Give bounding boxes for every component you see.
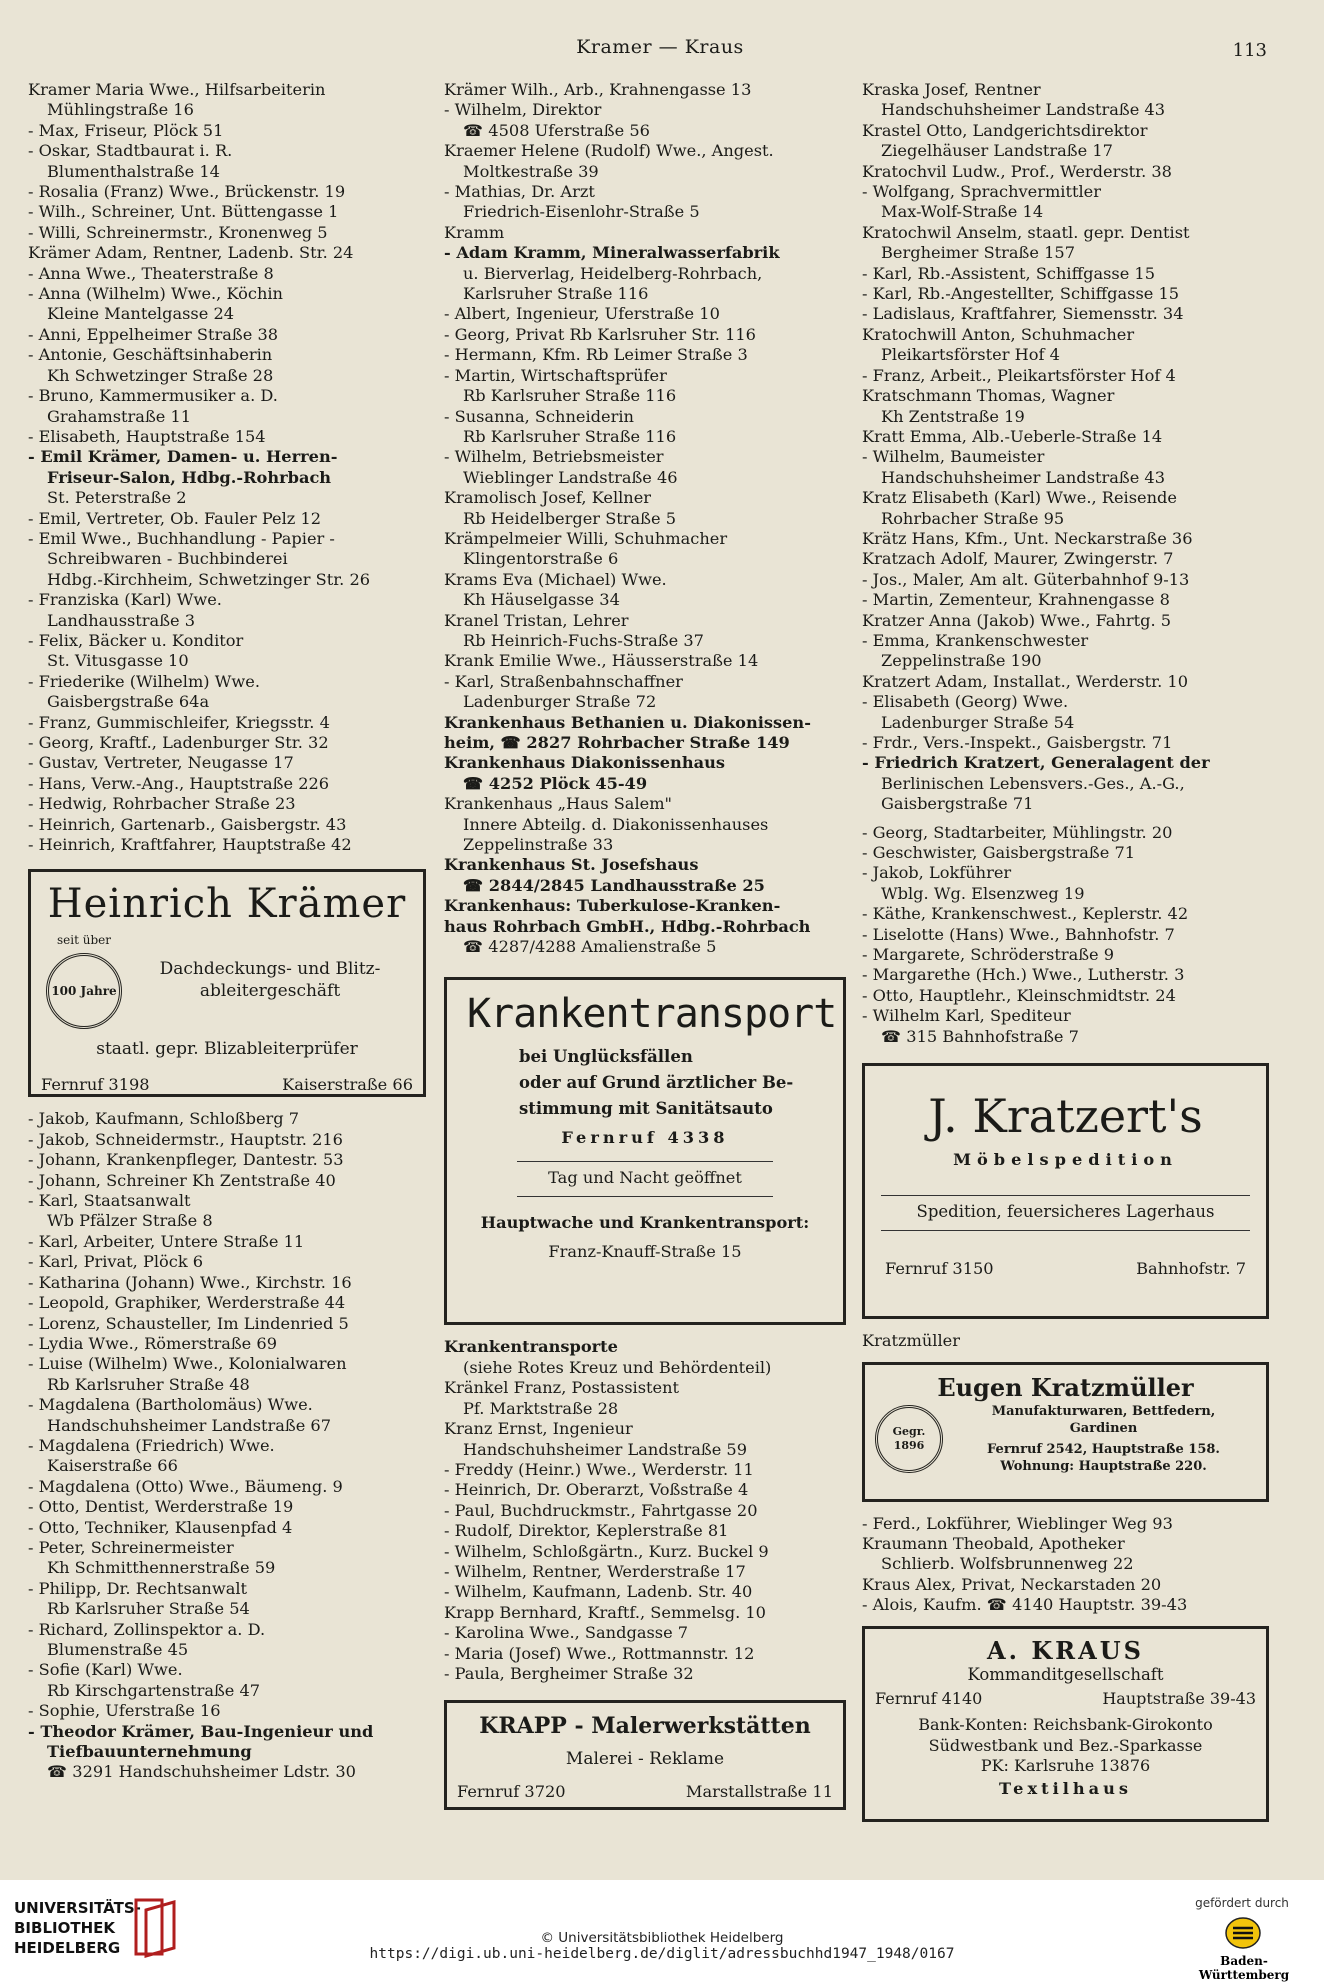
directory-entry: Krätz Hans, Kfm., Unt. Neckarstraße 36 <box>862 528 1193 548</box>
ad-title: KRAPP - Malerwerkstätten <box>479 1713 811 1740</box>
library-line-1: UNIVERSITÄTS- <box>14 1899 141 1917</box>
directory-entry: Rb Karlsruher Straße 48 <box>47 1374 250 1394</box>
directory-entry: - Albert, Ingenieur, Uferstraße 10 <box>444 304 720 324</box>
directory-entry: - Wilhelm, Schloßgärtn., Kurz. Buckel 9 <box>444 1541 769 1561</box>
directory-entry: - Anna (Wilhelm) Wwe., Köchin <box>28 284 283 304</box>
directory-entry: ☎ 3291 Handschuhsheimer Ldstr. 30 <box>47 1762 356 1782</box>
directory-entry: - Frdr., Vers.-Inspekt., Gaisbergstr. 71 <box>862 733 1173 752</box>
ad-a-kraus <box>862 1626 1269 1822</box>
directory-entry: - Freddy (Heinr.) Wwe., Werderstr. 11 <box>444 1459 754 1479</box>
directory-entry: - Martin, Zementeur, Krahnengasse 8 <box>862 590 1170 610</box>
directory-entry: Handschuhsheimer Landstraße 43 <box>881 467 1166 487</box>
directory-entry: - Georg, Stadtarbeiter, Mühlingstr. 20 <box>862 822 1173 842</box>
directory-entry: - Lorenz, Schausteller, Im Lindenried 5 <box>28 1313 349 1333</box>
directory-entry: Blumenthalstraße 14 <box>47 161 220 181</box>
directory-entry: Krämer Wilh., Arb., Krahnengasse 13 <box>444 80 752 99</box>
directory-entry: Krankentransporte <box>444 1337 618 1357</box>
state-coat-of-arms-icon <box>1224 1914 1262 1952</box>
directory-entry: - Peter, Schreinermeister <box>28 1537 234 1557</box>
directory-entry: - Liselotte (Hans) Wwe., Bahnhofstr. 7 <box>862 924 1175 944</box>
funding-label: gefördert durch <box>1195 1896 1289 1910</box>
directory-entry: - Mathias, Dr. Arzt <box>444 182 595 202</box>
directory-entry: - Emil, Vertreter, Ob. Fauler Pelz 12 <box>28 508 322 528</box>
directory-entry: - Hermann, Kfm. Rb Leimer Straße 3 <box>444 345 748 365</box>
directory-entry: Kleine Mantelgasse 24 <box>47 304 235 324</box>
directory-entry: Kaiserstraße 66 <box>47 1456 178 1476</box>
directory-entry: - Margarete, Schröderstraße 9 <box>862 945 1115 965</box>
directory-entry: Rb Heidelberger Straße 5 <box>463 508 677 528</box>
entry-gap <box>862 815 1269 823</box>
directory-entry: Gaisbergstraße 71 <box>881 794 1034 814</box>
directory-entry: Kraumann Theobald, Apotheker <box>862 1533 1125 1553</box>
directory-entry: Friseur-Salon, Hdbg.-Rohrbach <box>47 467 332 487</box>
directory-entry: Krapp Bernhard, Kraftf., Semmelsg. 10 <box>444 1602 766 1622</box>
ad-title: Krankentransport <box>467 991 837 1038</box>
ad-business-1: Dachdeckungs- und Blitz- <box>159 958 381 979</box>
footer <box>0 1880 1324 1981</box>
directory-entry: Moltkestraße 39 <box>463 161 599 181</box>
column-1 <box>28 80 426 1783</box>
directory-entry: Friedrich-Eisenlohr-Straße 5 <box>463 202 700 222</box>
directory-entry: - Richard, Zollinspektor a. D. <box>28 1619 266 1639</box>
directory-entry: St. Vitusgasse 10 <box>47 651 189 671</box>
directory-entry: ☎ 4508 Uferstraße 56 <box>463 120 650 140</box>
ad-address: Kaiserstraße 66 <box>282 1075 413 1095</box>
copyright-notice: © Universitätsbibliothek Heidelberg <box>540 1930 784 1946</box>
directory-entry: - Johann, Krankenpfleger, Dantestr. 53 <box>28 1150 344 1170</box>
directory-entry: heim, ☎ 2827 Rohrbacher Straße 149 <box>444 733 790 752</box>
directory-entry: Kratzert Adam, Installat., Werderstr. 10 <box>862 671 1189 691</box>
directory-entry: - Georg, Kraftf., Ladenburger Str. 32 <box>28 733 329 752</box>
directory-entry: - Otto, Techniker, Klausenpfad 4 <box>28 1517 293 1537</box>
directory-entry: - Antonie, Geschäftsinhaberin <box>28 345 273 365</box>
section-heading-kratzmueller: Kratzmüller <box>862 1331 960 1351</box>
directory-entry: - Anna Wwe., Theaterstraße 8 <box>28 263 274 283</box>
directory-entry: - Hans, Verw.-Ang., Hauptstraße 226 <box>28 773 330 793</box>
entry-list <box>862 80 1269 1047</box>
directory-entry: - Magdalena (Otto) Wwe., Bäumeng. 9 <box>28 1476 343 1496</box>
directory-entry: Krankenhaus „Haus Salem" <box>444 794 673 814</box>
ad-subtitle: Möbelspedition <box>953 1150 1178 1170</box>
directory-entry: St. Peterstraße 2 <box>47 488 187 508</box>
directory-entry: - Wilhelm, Rentner, Werderstraße 17 <box>444 1561 746 1581</box>
directory-entry: Innere Abteilg. d. Diakonissenhauses <box>463 814 769 834</box>
directory-entry: Kraus Alex, Privat, Neckarstaden 20 <box>862 1574 1162 1594</box>
directory-entry: Krams Eva (Michael) Wwe. <box>444 569 667 589</box>
directory-entry: Zeppelinstraße 190 <box>881 651 1042 671</box>
directory-entry: - Philipp, Dr. Rechtsanwalt <box>28 1578 248 1598</box>
ad-business-2: ableitergeschäft <box>199 980 341 1001</box>
ad-line-4: Wohnung: Hauptstraße 220. <box>1000 1458 1207 1474</box>
ad-seal: 100 Jahre <box>46 953 122 1029</box>
ad-since: seit über <box>57 933 111 948</box>
directory-entry: - Rudolf, Direktor, Keplerstraße 81 <box>444 1521 729 1541</box>
directory-entry: Kranel Tristan, Lehrer <box>444 610 629 630</box>
directory-entry: - Rosalia (Franz) Wwe., Brückenstr. 19 <box>28 182 346 202</box>
directory-entry: - Maria (Josef) Wwe., Rottmannstr. 12 <box>444 1643 755 1663</box>
ad-trade: Textilhaus <box>998 1778 1133 1798</box>
directory-entry: Kränkel Franz, Postassistent <box>444 1378 680 1398</box>
entry-list <box>28 1109 426 1782</box>
directory-entry: Kraemer Helene (Rudolf) Wwe., Angest. <box>444 141 774 161</box>
directory-entry: - Karl, Rb.-Angestellter, Schiffgasse 15 <box>862 284 1180 304</box>
directory-entry: Hdbg.-Kirchheim, Schwetzinger Str. 26 <box>47 569 371 589</box>
directory-entry: - Leopold, Graphiker, Werderstraße 44 <box>28 1293 346 1313</box>
library-line-2: BIBLIOTHEK <box>14 1919 115 1937</box>
ad-subtitle: Malerei - Reklame <box>565 1749 725 1770</box>
page-header-title: Kramer — Kraus <box>576 36 744 58</box>
directory-entry: Kramolisch Josef, Kellner <box>444 488 652 508</box>
directory-entry: Zeppelinstraße 33 <box>463 835 614 855</box>
ad-address: Hauptstraße 39-43 <box>1102 1688 1256 1708</box>
directory-entry: Schlierb. Wolfsbrunnenweg 22 <box>881 1554 1134 1574</box>
directory-entry: - Paula, Bergheimer Straße 32 <box>444 1663 694 1683</box>
directory-entry: - Anni, Eppelheimer Straße 38 <box>28 324 279 344</box>
directory-entry: ☎ 2844/2845 Landhausstraße 25 <box>463 875 765 895</box>
directory-entry: Kratzach Adolf, Maurer, Zwingerstr. 7 <box>862 549 1174 569</box>
ad-title: Heinrich Krämer <box>47 881 407 928</box>
directory-entry: - Johann, Schreiner Kh Zentstraße 40 <box>28 1170 336 1190</box>
directory-entry: - Martin, Wirtschaftsprüfer <box>444 365 667 385</box>
directory-entry: Bergheimer Straße 157 <box>881 243 1075 263</box>
directory-entry: - Sofie (Karl) Wwe. <box>28 1660 183 1680</box>
directory-entry: - Otto, Dentist, Werderstraße 19 <box>28 1497 294 1517</box>
directory-entry: Krank Emilie Wwe., Häusserstraße 14 <box>444 651 759 671</box>
directory-entry: - Jakob, Lokführer <box>862 863 1012 883</box>
directory-entry: Max-Wolf-Straße 14 <box>881 202 1044 222</box>
directory-entry: Krankenhaus St. Josefshaus <box>444 855 699 875</box>
directory-entry: Blumenstraße 45 <box>47 1640 189 1659</box>
directory-entry: - Geschwister, Gaisbergstraße 71 <box>862 843 1136 863</box>
ad-bank-1: Bank-Konten: Reichsbank-Girokonto <box>918 1715 1213 1735</box>
ad-phone: Fernruf 4338 <box>561 1128 729 1148</box>
directory-entry: - Adam Kramm, Mineralwasserfabrik <box>444 243 780 263</box>
directory-entry: - Gustav, Vertreter, Neugasse 17 <box>28 753 294 773</box>
directory-entry: Kramer Maria Wwe., Hilfsarbeiterin <box>28 80 326 99</box>
directory-entry: Rb Karlsruher Straße 116 <box>463 426 677 446</box>
directory-entry: Kratz Elisabeth (Karl) Wwe., Reisende <box>862 488 1177 508</box>
ad-line-2: oder auf Grund ärztlicher Be- <box>519 1073 794 1093</box>
ad-krapp <box>444 1700 846 1810</box>
library-line-3: HEIDELBERG <box>14 1939 121 1957</box>
directory-entry: Kh Schmitthennerstraße 59 <box>47 1558 276 1578</box>
ad-address: Marstallstraße 11 <box>685 1781 833 1801</box>
directory-entry: - Magdalena (Bartholomäus) Wwe. <box>28 1395 313 1415</box>
directory-entry: - Ladislaus, Kraftfahrer, Siemensstr. 34 <box>862 304 1184 324</box>
ad-services: Spedition, feuersicheres Lagerhaus <box>916 1201 1215 1221</box>
directory-entry: Wb Pfälzer Straße 8 <box>47 1211 213 1231</box>
directory-entry: - Ferd., Lokführer, Wieblinger Weg 93 <box>862 1513 1173 1533</box>
directory-entry: ☎ 4287/4288 Amalienstraße 5 <box>463 937 717 957</box>
directory-entry: Grahamstraße 11 <box>47 406 192 426</box>
directory-entry: Kh Zentstraße 19 <box>881 406 1025 426</box>
directory-entry: - Margarethe (Hch.) Wwe., Lutherstr. 3 <box>862 965 1185 985</box>
ad-krankentransport <box>444 977 846 1325</box>
entry-list <box>28 80 426 855</box>
directory-entry: - Jos., Maler, Am alt. Güterbahnhof 9-13 <box>862 569 1190 589</box>
directory-entry: Kratochwil Anselm, staatl. gepr. Dentist <box>862 222 1190 242</box>
directory-entry: - Wilhelm, Direktor <box>444 100 602 120</box>
ad-phone: Fernruf 3150 <box>885 1258 994 1278</box>
directory-entry: - Theodor Krämer, Bau-Ingenieur und <box>28 1721 374 1741</box>
directory-entry: Krankenhaus Diakonissenhaus <box>444 753 725 773</box>
directory-entry: - Willi, Schreinermstr., Kronenweg 5 <box>28 222 328 242</box>
directory-entry: Kh Häuselgasse 34 <box>463 590 620 610</box>
directory-entry: - Franz, Arbeit., Pleikartsförster Hof 4 <box>862 365 1176 385</box>
directory-entry: Kratschmann Thomas, Wagner <box>862 386 1115 406</box>
directory-entry: Rohrbacher Straße 95 <box>881 508 1065 528</box>
directory-entry: - Otto, Hauptlehr., Kleinschmidtstr. 24 <box>862 985 1176 1005</box>
ad-station: Hauptwache und Krankentransport: <box>480 1213 810 1233</box>
directory-entry: - Karl, Staatsanwalt <box>28 1191 191 1211</box>
directory-entry: Landhausstraße 3 <box>47 610 196 630</box>
directory-entry: Rb Karlsruher Straße 54 <box>47 1599 250 1619</box>
directory-entry: Krankenhaus: Tuberkulose-Kranken- <box>444 896 781 916</box>
entry-list <box>444 80 846 957</box>
directory-entry: - Alois, Kaufm. ☎ 4140 Hauptstr. 39-43 <box>862 1595 1188 1615</box>
ad-line-3: Fernruf 2542, Hauptstraße 158. <box>987 1441 1220 1457</box>
directory-entry: - Paul, Buchdruckmstr., Fahrtgasse 20 <box>444 1500 758 1520</box>
directory-entry: Kranz Ernst, Ingenieur <box>444 1419 633 1439</box>
ad-line-2: Gardinen <box>1069 1420 1138 1436</box>
directory-entry: - Lydia Wwe., Römerstraße 69 <box>28 1333 278 1353</box>
ad-address: Franz-Knauff-Straße 15 <box>548 1241 742 1261</box>
directory-entry: - Friedrich Kratzert, Generalagent der <box>862 753 1210 773</box>
directory-entry: - Heinrich, Dr. Oberarzt, Voßstraße 4 <box>444 1480 749 1500</box>
directory-entry: - Wolfgang, Sprachvermittler <box>862 182 1101 202</box>
directory-entry: - Elisabeth, Hauptstraße 154 <box>28 426 266 446</box>
directory-entry: (siehe Rotes Kreuz und Behördenteil) <box>463 1357 772 1377</box>
directory-entry: - Karolina Wwe., Sandgasse 7 <box>444 1623 689 1643</box>
directory-entry: - Hedwig, Rohrbacher Straße 23 <box>28 794 296 814</box>
directory-entry: - Susanna, Schneiderin <box>444 406 634 426</box>
directory-entry: - Felix, Bäcker u. Konditor <box>28 630 244 650</box>
ad-line-1: bei Unglücksfällen <box>519 1047 693 1067</box>
column-3 <box>862 80 1269 1834</box>
directory-entry: haus Rohrbach GmbH., Hdbg.-Rohrbach <box>444 916 811 936</box>
directory-entry: Ladenburger Straße 72 <box>463 692 657 712</box>
directory-entry: Kratzer Anna (Jakob) Wwe., Fahrtg. 5 <box>862 610 1172 630</box>
ad-hours: Tag und Nacht geöffnet <box>548 1167 742 1187</box>
directory-entry: Ziegelhäuser Landstraße 17 <box>881 141 1113 161</box>
directory-entry: Krastel Otto, Landgerichtsdirektor <box>862 120 1148 140</box>
directory-entry: Berlinischen Lebensvers.-Ges., A.-G., <box>881 773 1185 793</box>
directory-entry: Rb Kirschgartenstraße 47 <box>47 1680 261 1700</box>
column-2 <box>444 80 846 1822</box>
ad-seal: Gegr. 1896 <box>875 1405 943 1473</box>
directory-entry: - Georg, Privat Rb Karlsruher Str. 116 <box>444 324 756 344</box>
directory-entry: - Emil Krämer, Damen- u. Herren- <box>28 447 338 467</box>
directory-entry: - Jakob, Schneidermstr., Hauptstr. 216 <box>28 1129 343 1149</box>
directory-entry: Handschuhsheimer Landstraße 43 <box>881 100 1166 120</box>
ad-kratzert <box>862 1063 1269 1319</box>
ad-subtitle: Kommanditgesellschaft <box>967 1664 1164 1684</box>
directory-entry: Rb Karlsruher Straße 116 <box>463 386 677 406</box>
ad-eugen-kratzmueller <box>862 1362 1269 1502</box>
directory-entry: Krämer Adam, Rentner, Ladenb. Str. 24 <box>28 243 354 263</box>
directory-entry: - Franz, Gummischleifer, Kriegsstr. 4 <box>28 712 330 732</box>
directory-entry: Klingentorstraße 6 <box>463 549 619 569</box>
directory-entry: - Bruno, Kammermusiker a. D. <box>28 386 278 406</box>
directory-entry: - Franziska (Karl) Wwe. <box>28 590 222 610</box>
directory-entry: Handschuhsheimer Landstraße 67 <box>47 1415 332 1435</box>
directory-entry: Kratochvil Ludw., Prof., Werderstr. 38 <box>862 161 1172 181</box>
directory-entry: u. Bierverlag, Heidelberg-Rohrbach, <box>463 263 763 283</box>
directory-entry: - Friederike (Wilhelm) Wwe. <box>28 671 260 691</box>
directory-entry: Kraska Josef, Rentner <box>862 80 1041 99</box>
directory-entry: - Luise (Wilhelm) Wwe., Kolonialwaren <box>28 1354 347 1374</box>
ad-qualification: staatl. gepr. Blizableiterprüfer <box>96 1038 358 1059</box>
directory-entry: - Wilhelm, Kaufmann, Ladenb. Str. 40 <box>444 1582 753 1602</box>
directory-entry: ☎ 4252 Plöck 45-49 <box>463 773 648 793</box>
directory-entry: Handschuhsheimer Landstraße 59 <box>463 1439 748 1459</box>
directory-entry: - Karl, Arbeiter, Untere Straße 11 <box>28 1231 305 1251</box>
directory-entry: - Wilhelm, Betriebsmeister <box>444 447 664 467</box>
directory-entry: - Wilhelm, Baumeister <box>862 447 1045 467</box>
directory-entry: Kratt Emma, Alb.-Ueberle-Straße 14 <box>862 426 1163 446</box>
directory-entry: Ladenburger Straße 54 <box>881 712 1075 732</box>
source-url[interactable]: https://digi.ub.uni-heidelberg.de/diglit/adressbuchhd1947_1948/0167 <box>369 1946 955 1962</box>
directory-entry: Wblg. Wg. Elsenzweg 19 <box>881 883 1085 903</box>
directory-entry: Kh Schwetzinger Straße 28 <box>47 365 274 385</box>
directory-entry: - Emil Wwe., Buchhandlung - Papier - <box>28 528 335 548</box>
entry-list <box>862 1514 1269 1616</box>
ad-title: A. KRAUS <box>986 1635 1145 1665</box>
directory-entry: Karlsruher Straße 116 <box>463 284 649 304</box>
directory-entry: Rb Heinrich-Fuchs-Straße 37 <box>463 630 704 650</box>
ad-line-1: Manufakturwaren, Bettfedern, <box>991 1403 1216 1419</box>
directory-entry: - Karl, Rb.-Assistent, Schiffgasse 15 <box>862 263 1156 283</box>
ad-line-3: stimmung mit Sanitätsauto <box>519 1099 773 1119</box>
directory-entry: - Käthe, Krankenschwest., Keplerstr. 42 <box>862 904 1189 924</box>
directory-entry: Kramm <box>444 222 505 242</box>
directory-entry: - Oskar, Stadtbaurat i. R. <box>28 141 233 161</box>
directory-entry: - Katharina (Johann) Wwe., Kirchstr. 16 <box>28 1272 352 1292</box>
funding-state: Baden-Württemberg <box>1198 1954 1290 1982</box>
directory-entry: Wieblinger Landstraße 46 <box>463 467 678 487</box>
directory-entry: - Wilh., Schreiner, Unt. Büttengasse 1 <box>28 202 339 222</box>
entry-list <box>444 1337 846 1684</box>
directory-entry: - Heinrich, Kraftfahrer, Hauptstraße 42 <box>28 835 352 855</box>
directory-entry: Krämpelmeier Willi, Schuhmacher <box>444 528 728 548</box>
directory-entry: - Sophie, Uferstraße 16 <box>28 1701 221 1721</box>
directory-entry: Schreibwaren - Buchbinderei <box>47 549 288 569</box>
directory-entry: Mühlingstraße 16 <box>47 100 194 120</box>
directory-entry: - Wilhelm Karl, Spediteur <box>862 1006 1071 1026</box>
ad-heinrich-kraemer <box>28 869 426 1097</box>
directory-entry: Kratochwill Anton, Schuhmacher <box>862 324 1135 344</box>
ad-phone: Fernruf 3198 <box>41 1075 150 1095</box>
ad-title: J. Kratzert's <box>928 1089 1203 1144</box>
page-number: 113 <box>1232 40 1267 61</box>
ad-title: Eugen Kratzmüller <box>937 1372 1194 1402</box>
ad-phone: Fernruf 3720 <box>457 1781 566 1801</box>
directory-entry: Pf. Marktstraße 28 <box>463 1398 619 1418</box>
directory-entry: Tiefbauunternehmung <box>47 1742 252 1762</box>
directory-entry: Krankenhaus Bethanien u. Diakonissen- <box>444 712 811 732</box>
directory-entry: Pleikartsförster Hof 4 <box>881 345 1060 365</box>
directory-entry: - Max, Friseur, Plöck 51 <box>28 120 224 140</box>
directory-entry: - Jakob, Kaufmann, Schloßberg 7 <box>28 1109 300 1129</box>
directory-entry: - Karl, Straßenbahnschaffner <box>444 671 683 691</box>
ad-bank-2: Südwestbank und Bez.-Sparkasse <box>928 1735 1203 1755</box>
directory-entry: - Magdalena (Friedrich) Wwe. <box>28 1435 275 1455</box>
ad-bank-3: PK: Karlsruhe 13876 <box>980 1756 1151 1776</box>
directory-entry: - Emma, Krankenschwester <box>862 630 1089 650</box>
directory-entry: - Karl, Privat, Plöck 6 <box>28 1252 204 1272</box>
ad-address: Bahnhofstr. 7 <box>1136 1258 1246 1278</box>
directory-entry: Gaisbergstraße 64a <box>47 692 210 712</box>
directory-entry: - Elisabeth (Georg) Wwe. <box>862 692 1069 712</box>
ad-phone: Fernruf 4140 <box>875 1688 983 1708</box>
directory-entry: - Heinrich, Gartenarb., Gaisbergstr. 43 <box>28 814 347 834</box>
directory-entry: ☎ 315 Bahnhofstraße 7 <box>881 1026 1079 1046</box>
